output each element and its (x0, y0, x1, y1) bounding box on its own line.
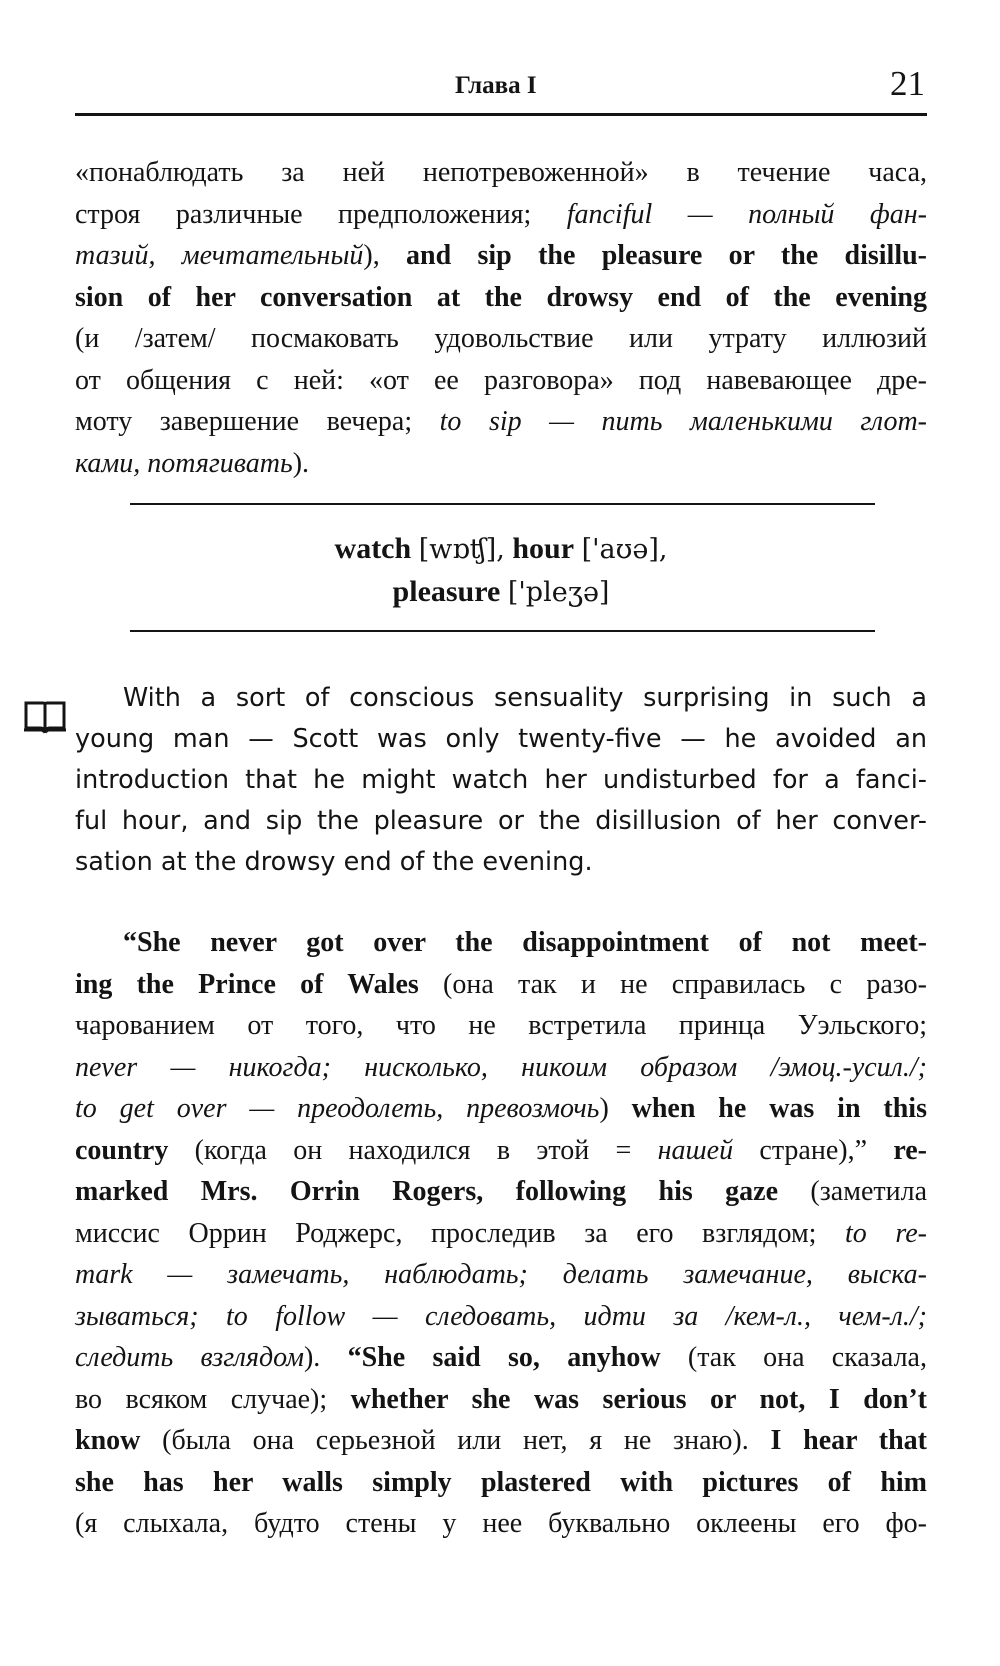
text-line: know (была она серьезной или нет, я не знаю). I hear that (75, 1425, 928, 1456)
pron-transcription: [wɒʧ], (418, 534, 505, 565)
text-line: следить взглядом). “She said so, anyhow (так она сказала, (75, 1342, 927, 1373)
text-line: never — никогда; нисколько, никоим образом /эмоц.-усил./; (75, 1051, 927, 1083)
pron-transcription: ['pleʒə] (507, 577, 610, 608)
text-line: тазий, мечтательный), and sip the pleasure or the disillu- (75, 240, 927, 271)
text-line: “She never got over the disappointment of not meet- (123, 927, 927, 958)
pronunciation-line-1 (75, 528, 927, 571)
commentary-paragraph-2 (75, 922, 927, 1545)
text-line: introduction that he might watch her undisturbed for a fanci- (75, 765, 927, 795)
text-line: от общения с ней: «от ее разговора» под навевающее дре- (75, 364, 927, 396)
text-line: marked Mrs. Orrin Rogers, following his gaze (заметила (75, 1176, 927, 1207)
text-line: чарованием от того, что не встретила принца Уэльского; (75, 1010, 927, 1041)
page-number: 21 (890, 64, 925, 103)
header-rule (75, 113, 927, 116)
text-line: With a sort of conscious sensuality surprising in such a (123, 683, 927, 713)
text-line: (и /затем/ посмаковать удовольствие или утрату иллюзий (75, 323, 927, 354)
open-book-icon (23, 700, 67, 734)
page-header (75, 58, 925, 110)
english-reading-passage (75, 678, 927, 883)
text-line: young man — Scott was only twenty-five — he avoided an (75, 724, 927, 754)
pron-word: watch (334, 532, 412, 565)
text-line: ками, потягивать). (75, 447, 310, 479)
chapter-title: Глава I (455, 72, 537, 99)
text-line: she has her walls simply plastered with pictures of him (75, 1466, 927, 1498)
pronunciation-bottom-rule (130, 630, 875, 632)
pron-word: pleasure (392, 575, 501, 608)
text-line: зываться; to follow — следовать, идти за /кем-л., чем-л./; (75, 1300, 927, 1332)
text-line: sation at the drowsy end of the evening. (75, 847, 593, 877)
text-line: «понаблюдать за ней непотревоженной» в течение часа, (75, 157, 927, 188)
text-line: country (когда он находился в этой = нашей стране),” re- (75, 1134, 927, 1166)
pron-word: hour (512, 532, 575, 565)
text-line: sion of her conversation at the drowsy end of the evening (75, 281, 927, 313)
text-line: to get over — преодолеть, превозмочь) when he was in this (75, 1093, 927, 1124)
text-line: ful hour, and sip the pleasure or the disillusion of her conver- (75, 806, 927, 836)
commentary-paragraph-1 (75, 152, 927, 484)
text-line: строя различные предположения; fanciful — полный фан- (75, 198, 927, 230)
pron-transcription: ['aʊə], (581, 534, 668, 565)
text-line: миссис Оррин Роджерс, проследив за его взглядом; to re- (75, 1217, 927, 1249)
pronunciation-line-2 (75, 571, 927, 614)
text-line: во всяком случае); whether she was serious or not, I don’t (75, 1383, 927, 1415)
text-line: моту завершение вечера; to sip — пить маленькими глот- (75, 406, 927, 437)
text-line: mark — замечать, наблюдать; делать замечание, выска- (75, 1259, 927, 1290)
pronunciation-box (75, 528, 927, 614)
pronunciation-top-rule (130, 503, 875, 505)
text-line: ing the Prince of Wales (она так и не справилась с разо- (75, 968, 927, 1000)
text-line: (я слыхала, будто стены у нее буквально оклеены его фо- (75, 1508, 927, 1539)
